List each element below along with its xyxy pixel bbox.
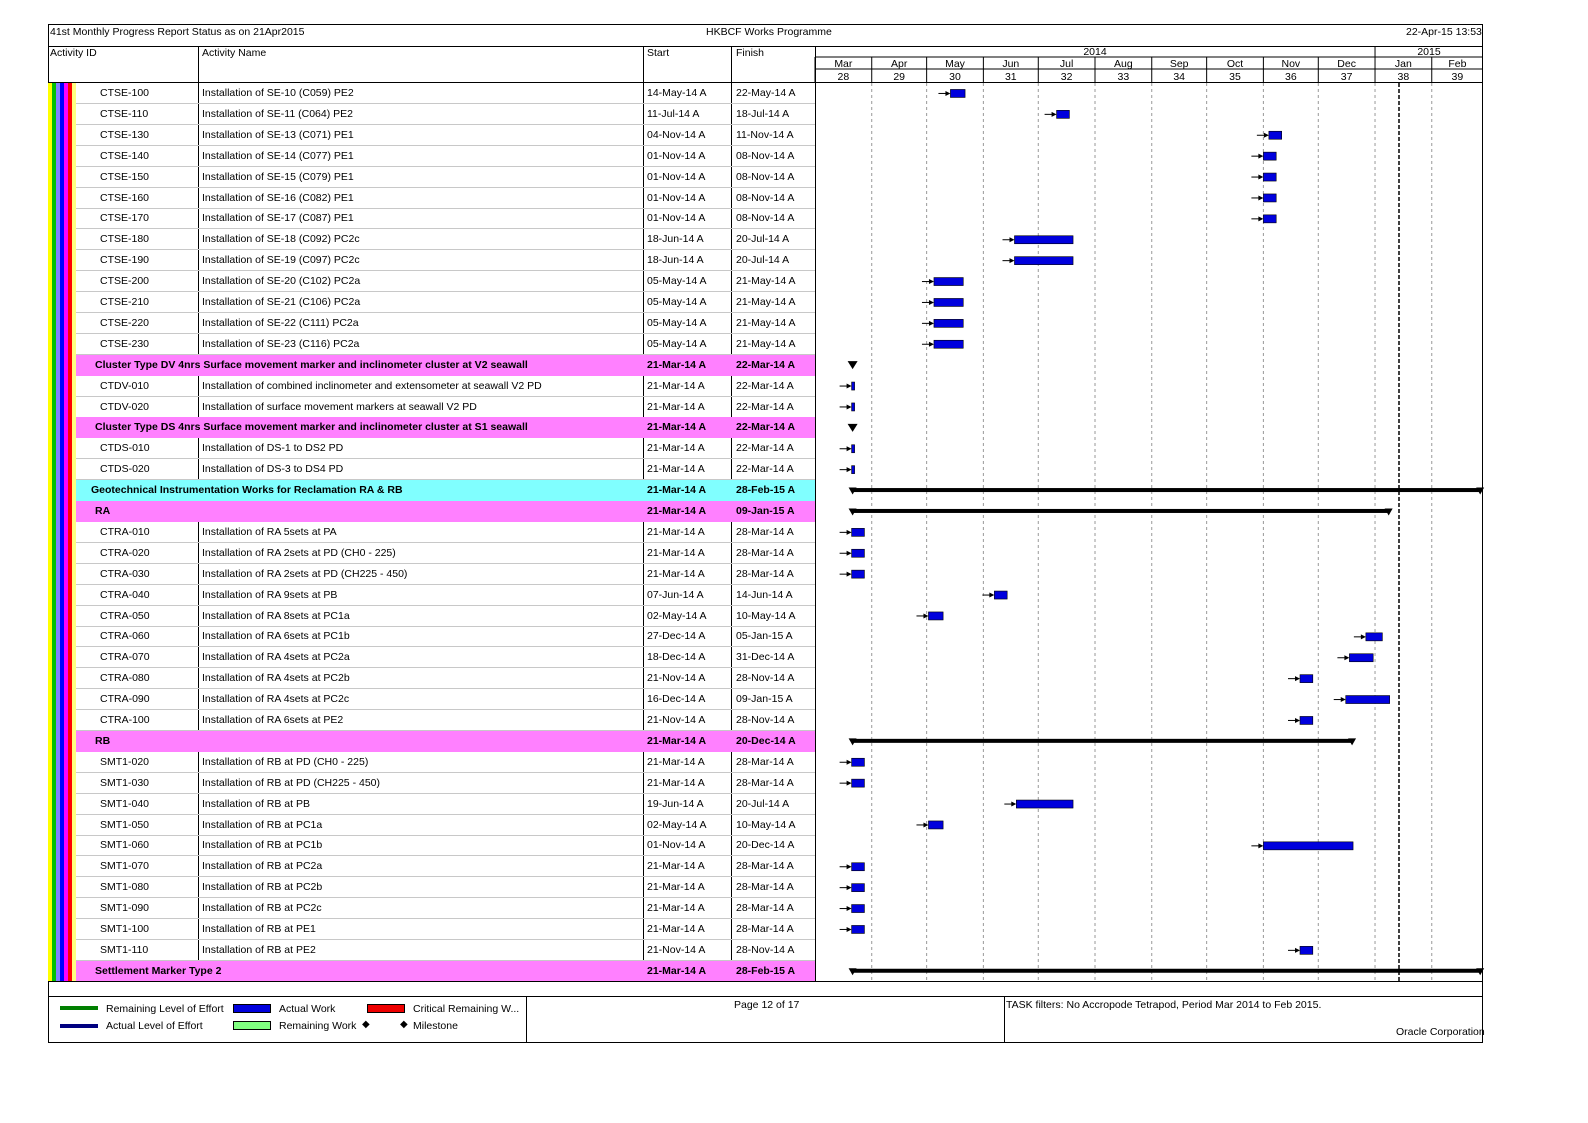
- actual-work-bar: [1263, 173, 1276, 181]
- activity-id: CTSE-200: [100, 275, 150, 288]
- actual-work-bar: [1346, 696, 1390, 704]
- finish-date: 21-May-14 A: [736, 275, 796, 288]
- link-arrow-icon: [1009, 258, 1014, 263]
- link-arrow-icon: [847, 906, 852, 911]
- finish-date: 28-Mar-14 A: [736, 755, 794, 768]
- legend-label: Critical Remaining W...: [413, 1003, 520, 1015]
- programme-title: HKBCF Works Programme: [706, 26, 832, 38]
- actual-work-bar: [852, 570, 865, 578]
- week-number-label: 32: [1060, 71, 1073, 83]
- link-arrow-icon: [1258, 175, 1263, 180]
- finish-date: 22-Mar-14 A: [736, 442, 794, 455]
- start-date: 21-Nov-14 A: [647, 714, 706, 726]
- group-name: Cluster Type DS 4nrs Surface movement marker and inclinometer cluster at S1 seawall: [95, 421, 528, 434]
- activity-name: Installation of SE-17 (C087) PE1: [202, 212, 354, 225]
- finish-date: 28-Mar-14 A: [736, 923, 794, 935]
- finish-date: 28-Nov-14 A: [736, 714, 795, 726]
- activity-name: Installation of SE-13 (C071) PE1: [202, 128, 354, 141]
- actual-work-bar: [1014, 257, 1073, 265]
- summary-bar: [852, 509, 1390, 513]
- actual-work-bar: [852, 528, 865, 536]
- activity-id: CTDV-020: [100, 400, 150, 413]
- month-label: Apr: [891, 58, 908, 70]
- activity-name: Installation of RB at PD (CH0 - 225): [202, 755, 369, 768]
- link-arrow-icon: [847, 551, 852, 556]
- actual-work-bar: [852, 779, 865, 787]
- finish-date: 22-Mar-14 A: [736, 400, 794, 413]
- link-arrow-icon: [1009, 237, 1014, 242]
- start-date: 04-Nov-14 A: [647, 128, 706, 141]
- start-date: 18-Dec-14 A: [647, 651, 706, 664]
- group-name: Settlement Marker Type 2: [95, 964, 222, 977]
- actual-work-bar: [1263, 152, 1276, 160]
- group-name: Cluster Type DV 4nrs Surface movement marker and inclinometer cluster at V2 seawall: [95, 358, 528, 371]
- start-date: 01-Nov-14 A: [647, 170, 706, 183]
- start-date: 21-Mar-14 A: [647, 505, 707, 517]
- activity-id: CTSE-190: [100, 254, 150, 267]
- activity-name: Installation of RB at PC2a: [202, 860, 323, 873]
- activity-id: CTSE-110: [100, 107, 149, 120]
- start-date: 01-Nov-14 A: [647, 839, 706, 852]
- activity-id: CTRA-020: [100, 546, 150, 559]
- week-number-label: 29: [893, 71, 906, 83]
- start-date: 27-Dec-14 A: [647, 630, 706, 643]
- finish-date: 21-May-14 A: [736, 316, 796, 329]
- activity-id: CTSE-160: [100, 191, 150, 204]
- week-number-label: 28: [837, 71, 850, 83]
- activity-id: SMT1-070: [100, 860, 150, 873]
- activity-name: Installation of RB at PD (CH225 - 450): [202, 776, 380, 789]
- activity-name: Installation of RB at PC1a: [202, 818, 323, 831]
- activity-id: CTSE-130: [100, 128, 150, 141]
- finish-date: 28-Nov-14 A: [736, 672, 795, 685]
- footer-separator: [1004, 996, 1005, 1043]
- actual-work-bar: [852, 863, 865, 871]
- link-arrow-icon: [929, 321, 934, 326]
- actual-work-bar: [1349, 654, 1373, 662]
- activity-name: Installation of surface movement markers at seawall V2 PD: [202, 400, 477, 413]
- link-arrow-icon: [1341, 697, 1346, 702]
- activity-id: CTSE-220: [100, 316, 150, 329]
- link-arrow-icon: [847, 760, 852, 765]
- month-label: Dec: [1337, 58, 1356, 70]
- link-arrow-icon: [1295, 676, 1300, 681]
- start-date: 11-Jul-14 A: [647, 107, 700, 120]
- activity-id: SMT1-060: [100, 839, 150, 852]
- activity-id: CTDS-020: [100, 463, 150, 476]
- actual-work-bar: [950, 89, 965, 97]
- activity-id: CTSE-210: [100, 296, 150, 308]
- activity-id: CTRA-040: [100, 588, 150, 601]
- link-arrow-icon: [1258, 216, 1263, 221]
- activity-id: SMT1-030: [100, 776, 150, 789]
- start-date: 05-May-14 A: [647, 337, 707, 350]
- week-number-label: 38: [1397, 71, 1410, 83]
- activity-id: CTRA-090: [100, 693, 150, 706]
- activity-id: CTRA-010: [100, 525, 150, 538]
- start-date: 21-Mar-14 A: [647, 776, 705, 789]
- finish-date: 11-Nov-14 A: [736, 128, 794, 141]
- finish-date: 28-Mar-14 A: [736, 902, 794, 915]
- link-arrow-icon: [847, 927, 852, 932]
- activity-name: Installation of RB at PC1b: [202, 839, 323, 852]
- activity-name: Installation of combined inclinometer and extensometer at seawall V2 PD: [202, 379, 542, 392]
- activity-name: Installation of RA 2sets at PD (CH0 - 225): [202, 546, 396, 559]
- link-arrow-icon: [847, 384, 852, 389]
- start-date: 21-Mar-14 A: [647, 463, 705, 476]
- start-date: 21-Mar-14 A: [647, 734, 707, 747]
- footer-divider: [48, 996, 1483, 997]
- start-date: 05-May-14 A: [647, 296, 707, 308]
- activity-id: CTRA-030: [100, 567, 150, 580]
- activity-id: CTRA-050: [100, 609, 150, 622]
- activity-id: CTDV-010: [100, 379, 150, 392]
- actual-work-bar: [994, 591, 1007, 599]
- activity-id: CTRA-080: [100, 672, 150, 685]
- activity-id: CTSE-170: [100, 212, 150, 225]
- finish-date: 28-Nov-14 A: [736, 943, 795, 956]
- actual-work-bar: [1366, 633, 1382, 641]
- summary-bar: [852, 488, 1482, 492]
- start-date: 21-Mar-14 A: [647, 902, 705, 915]
- week-number-label: 37: [1340, 71, 1353, 83]
- column-header-activity-name[interactable]: Activity Name: [202, 47, 267, 59]
- start-date: 01-Nov-14 A: [647, 149, 706, 162]
- finish-date: 18-Jul-14 A: [736, 107, 790, 120]
- activity-id: CTDS-010: [100, 442, 150, 455]
- activity-name: Installation of RA 4sets at PC2a: [202, 651, 350, 664]
- link-arrow-icon: [1344, 655, 1349, 660]
- start-date: 21-Mar-14 A: [647, 546, 705, 559]
- group-name: RA: [95, 505, 111, 517]
- link-arrow-icon: [1258, 843, 1263, 848]
- finish-date: 28-Mar-14 A: [736, 567, 794, 580]
- summary-bar: [852, 739, 1353, 743]
- actual-work-bar: [1014, 236, 1073, 244]
- activity-name: Installation of RA 9sets at PB: [202, 588, 338, 601]
- link-arrow-icon: [1258, 154, 1263, 159]
- legend-label: Remaining Level of Effort: [106, 1003, 224, 1015]
- page-number: Page 12 of 17: [734, 999, 800, 1011]
- finish-date: 08-Nov-14 A: [736, 149, 795, 162]
- summary-bar: [852, 969, 1482, 973]
- month-label: Jan: [1394, 58, 1412, 70]
- week-number-label: 30: [949, 71, 961, 83]
- actual-work-bar: [1269, 131, 1282, 139]
- year-label: 2015: [1417, 46, 1441, 58]
- activity-name: Installation of SE-10 (C059) PE2: [202, 87, 354, 99]
- finish-date: 20-Dec-14 A: [736, 734, 796, 747]
- month-label: Nov: [1281, 58, 1301, 70]
- link-arrow-icon: [923, 613, 928, 618]
- link-arrow-icon: [847, 572, 852, 577]
- actual-work-bar: [1263, 215, 1276, 223]
- activity-name: Installation of RB at PC2b: [202, 881, 323, 894]
- link-arrow-icon: [1295, 948, 1300, 953]
- activity-name: Installation of SE-15 (C079) PE1: [202, 170, 354, 183]
- print-timestamp: 22-Apr-15 13:53: [1406, 26, 1482, 38]
- start-date: 21-Mar-14 A: [647, 484, 707, 497]
- start-date: 21-Mar-14 A: [647, 567, 705, 580]
- week-number-label: 31: [1004, 71, 1017, 83]
- finish-date: 21-May-14 A: [736, 337, 796, 350]
- activity-name: Installation of SE-21 (C106) PC2a: [202, 296, 361, 308]
- finish-date: 20-Dec-14 A: [736, 839, 795, 852]
- start-date: 01-Nov-14 A: [647, 191, 706, 204]
- link-arrow-icon: [847, 404, 852, 409]
- activity-name: Installation of SE-11 (C064) PE2: [202, 107, 353, 120]
- finish-date: 22-Mar-14 A: [736, 421, 796, 434]
- link-arrow-icon: [847, 467, 852, 472]
- link-arrow-icon: [945, 91, 950, 96]
- actual-work-bar: [1300, 946, 1313, 954]
- link-arrow-icon: [923, 822, 928, 827]
- finish-date: 28-Feb-15 A: [736, 484, 796, 497]
- activity-id: SMT1-080: [100, 881, 150, 894]
- month-label: Jun: [1002, 58, 1020, 70]
- start-date: 07-Jun-14 A: [647, 588, 704, 601]
- start-date: 21-Mar-14 A: [647, 881, 705, 894]
- month-label: Feb: [1448, 58, 1467, 70]
- start-date: 05-May-14 A: [647, 275, 707, 288]
- actual-work-bar: [852, 403, 855, 411]
- month-label: Aug: [1114, 58, 1133, 70]
- actual-work-bar: [852, 445, 855, 453]
- start-date: 19-Jun-14 A: [647, 797, 704, 810]
- activity-id: CTSE-180: [100, 233, 150, 246]
- link-arrow-icon: [1258, 195, 1263, 200]
- link-arrow-icon: [1295, 718, 1300, 723]
- activity-id: SMT1-090: [100, 902, 150, 915]
- start-date: 21-Nov-14 A: [647, 672, 706, 685]
- company-name: Oracle Corporation: [1396, 1026, 1485, 1038]
- summary-milestone-marker: [848, 424, 858, 432]
- start-date: 05-May-14 A: [647, 316, 707, 329]
- start-date: 02-May-14 A: [647, 818, 707, 831]
- link-arrow-icon: [847, 446, 852, 451]
- finish-date: 10-May-14 A: [736, 818, 796, 831]
- actual-work-bar: [852, 549, 865, 557]
- activity-name: Installation of DS-1 to DS2 PD: [202, 442, 344, 455]
- finish-date: 22-Mar-14 A: [736, 358, 796, 371]
- link-arrow-icon: [1264, 133, 1269, 138]
- start-date: 16-Dec-14 A: [647, 693, 706, 706]
- start-date: 21-Mar-14 A: [647, 923, 705, 935]
- finish-date: 28-Mar-14 A: [736, 525, 794, 538]
- column-header-start[interactable]: Start: [647, 47, 670, 59]
- finish-date: 08-Nov-14 A: [736, 170, 795, 183]
- link-arrow-icon: [929, 300, 934, 305]
- month-label: Jul: [1059, 58, 1074, 70]
- finish-date: 21-May-14 A: [736, 296, 796, 308]
- start-date: 14-May-14 A: [647, 87, 707, 99]
- footer-divider-top: [48, 981, 1483, 982]
- activity-id: CTRA-100: [100, 714, 150, 726]
- week-number-label: 35: [1229, 71, 1241, 83]
- finish-date: 08-Nov-14 A: [736, 212, 795, 225]
- link-arrow-icon: [1011, 802, 1016, 807]
- finish-date: 22-Mar-14 A: [736, 379, 794, 392]
- actual-work-bar: [852, 466, 855, 474]
- finish-date: 28-Feb-15 A: [736, 964, 796, 977]
- column-header-activity-id[interactable]: Activity ID: [50, 47, 97, 59]
- summary-milestone-marker: [848, 361, 858, 369]
- start-date: 21-Mar-14 A: [647, 525, 705, 538]
- activity-id: CTRA-060: [100, 630, 150, 643]
- actual-work-bar: [934, 340, 963, 348]
- finish-date: 22-Mar-14 A: [736, 463, 794, 476]
- footer-separator: [526, 996, 527, 1043]
- milestone-diamond-icon: ◆: [400, 1019, 408, 1030]
- column-header-finish[interactable]: Finish: [736, 47, 765, 59]
- link-arrow-icon: [847, 885, 852, 890]
- finish-date: 22-May-14 A: [736, 87, 796, 99]
- activity-name: Installation of SE-18 (C092) PC2c: [202, 233, 360, 246]
- link-arrow-icon: [989, 593, 994, 598]
- actual-work-bar: [1263, 842, 1353, 850]
- finish-date: 20-Jul-14 A: [736, 233, 790, 246]
- finish-date: 10-May-14 A: [736, 609, 796, 622]
- finish-date: 05-Jan-15 A: [736, 630, 793, 643]
- activity-name: Installation of RB at PC2c: [202, 902, 322, 915]
- week-number-label: 39: [1451, 71, 1464, 83]
- finish-date: 14-Jun-14 A: [736, 588, 793, 601]
- link-arrow-icon: [847, 864, 852, 869]
- actual-work-bar: [852, 758, 865, 766]
- start-date: 21-Mar-14 A: [647, 358, 707, 371]
- activity-name: Installation of SE-14 (C077) PE1: [202, 149, 354, 162]
- actual-work-bar: [852, 925, 865, 933]
- group-name: Geotechnical Instrumentation Works for Reclamation RA & RB: [91, 484, 403, 497]
- activity-name: Installation of RB at PB: [202, 797, 310, 810]
- activity-id: SMT1-040: [100, 797, 150, 810]
- link-arrow-icon: [929, 279, 934, 284]
- activity-id: CTRA-070: [100, 651, 150, 664]
- week-number-label: 33: [1117, 71, 1130, 83]
- activity-name: Installation of SE-23 (C116) PC2a: [202, 337, 360, 350]
- finish-date: 31-Dec-14 A: [736, 651, 795, 664]
- activity-name: Installation of SE-16 (C082) PE1: [202, 191, 354, 204]
- start-date: 21-Mar-14 A: [647, 964, 707, 977]
- activity-name: Installation of RA 4sets at PC2b: [202, 672, 350, 685]
- actual-work-bar: [852, 382, 855, 390]
- activity-name: Installation of SE-19 (C097) PC2c: [202, 254, 360, 267]
- activity-id: CTSE-150: [100, 170, 150, 183]
- activity-name: Installation of RB at PE1: [202, 923, 316, 935]
- activity-id: SMT1-020: [100, 755, 150, 768]
- activity-name: Installation of RB at PE2: [202, 943, 316, 956]
- month-label: Oct: [1226, 58, 1244, 70]
- activity-id: SMT1-110: [100, 943, 149, 956]
- finish-date: 09-Jan-15 A: [736, 693, 793, 706]
- finish-date: 28-Mar-14 A: [736, 881, 794, 894]
- finish-date: 08-Nov-14 A: [736, 191, 795, 204]
- start-date: 21-Mar-14 A: [647, 400, 705, 413]
- activity-name: Installation of SE-22 (C111) PC2a: [202, 316, 359, 329]
- finish-date: 28-Mar-14 A: [736, 546, 794, 559]
- task-filters: TASK filters: No Accropode Tetrapod, Period Mar 2014 to Feb 2015.: [1006, 999, 1322, 1011]
- link-arrow-icon: [847, 781, 852, 786]
- link-arrow-icon: [1052, 112, 1057, 117]
- legend-label: Remaining Work: [279, 1020, 357, 1032]
- actual-work-bar: [1016, 800, 1073, 808]
- actual-work-bar: [1300, 716, 1313, 724]
- legend-swatch-remaining-work: [233, 1021, 271, 1030]
- actual-work-bar: [928, 612, 943, 620]
- actual-work-bar: [934, 319, 963, 327]
- week-number-label: 36: [1284, 71, 1297, 83]
- actual-work-bar: [928, 821, 943, 829]
- activity-name: Installation of RA 6sets at PE2: [202, 714, 344, 726]
- start-date: 18-Jun-14 A: [647, 254, 704, 267]
- finish-date: 28-Mar-14 A: [736, 776, 794, 789]
- actual-work-bar: [852, 905, 865, 913]
- actual-work-bar: [1300, 675, 1313, 683]
- actual-work-bar: [1263, 194, 1276, 202]
- start-date: 21-Mar-14 A: [647, 442, 705, 455]
- legend-swatch-actual-work: [233, 1004, 271, 1013]
- year-label: 2014: [1083, 46, 1107, 58]
- week-number-label: 34: [1173, 71, 1186, 83]
- finish-date: 09-Jan-15 A: [736, 505, 795, 517]
- actual-work-bar: [852, 884, 865, 892]
- legend-swatch-remaining-loe: [60, 1006, 98, 1010]
- link-arrow-icon: [1361, 634, 1366, 639]
- legend-label: Milestone: [413, 1020, 458, 1032]
- activity-id: CTSE-140: [100, 149, 150, 162]
- group-name: RB: [95, 734, 111, 747]
- start-date: 01-Nov-14 A: [647, 212, 706, 225]
- start-date: 02-May-14 A: [647, 609, 707, 622]
- actual-work-bar: [934, 298, 963, 306]
- month-label: May: [945, 58, 965, 70]
- diamond-icon: ◆: [362, 1019, 370, 1030]
- start-date: 21-Mar-14 A: [647, 860, 705, 873]
- activity-name: Installation of RA 5sets at PA: [202, 525, 337, 538]
- activity-name: Installation of RA 2sets at PD (CH225 - 450): [202, 567, 408, 580]
- month-label: Sep: [1169, 58, 1189, 70]
- activity-name: Installation of RA 4sets at PC2c: [202, 693, 350, 706]
- activity-name: Installation of SE-20 (C102) PC2a: [202, 275, 361, 288]
- finish-date: 28-Mar-14 A: [736, 860, 794, 873]
- activity-id: SMT1-050: [100, 818, 150, 831]
- finish-date: 20-Jul-14 A: [736, 254, 790, 267]
- month-label: Mar: [834, 58, 853, 70]
- activity-name: Installation of RA 6sets at PC1b: [202, 630, 350, 643]
- legend-swatch-actual-loe: [60, 1024, 98, 1028]
- actual-work-bar: [934, 278, 963, 286]
- activity-id: SMT1-100: [100, 923, 150, 935]
- activity-id: CTSE-100: [100, 87, 150, 99]
- legend-label: Actual Work: [279, 1003, 336, 1015]
- activity-id: CTSE-230: [100, 337, 150, 350]
- actual-work-bar: [1057, 110, 1070, 118]
- legend-label: Actual Level of Effort: [106, 1020, 203, 1032]
- link-arrow-icon: [847, 530, 852, 535]
- start-date: 21-Mar-14 A: [647, 421, 707, 434]
- start-date: 18-Jun-14 A: [647, 233, 704, 246]
- report-title: 41st Monthly Progress Report Status as on 21Apr2015: [50, 26, 305, 38]
- start-date: 21-Mar-14 A: [647, 755, 705, 768]
- activity-name: Installation of RA 8sets at PC1a: [202, 609, 350, 622]
- finish-date: 20-Jul-14 A: [736, 797, 790, 810]
- start-date: 21-Nov-14 A: [647, 943, 706, 956]
- activity-name: Installation of DS-3 to DS4 PD: [202, 463, 344, 476]
- start-date: 21-Mar-14 A: [647, 379, 705, 392]
- legend-swatch-critical: [367, 1004, 405, 1013]
- link-arrow-icon: [929, 342, 934, 347]
